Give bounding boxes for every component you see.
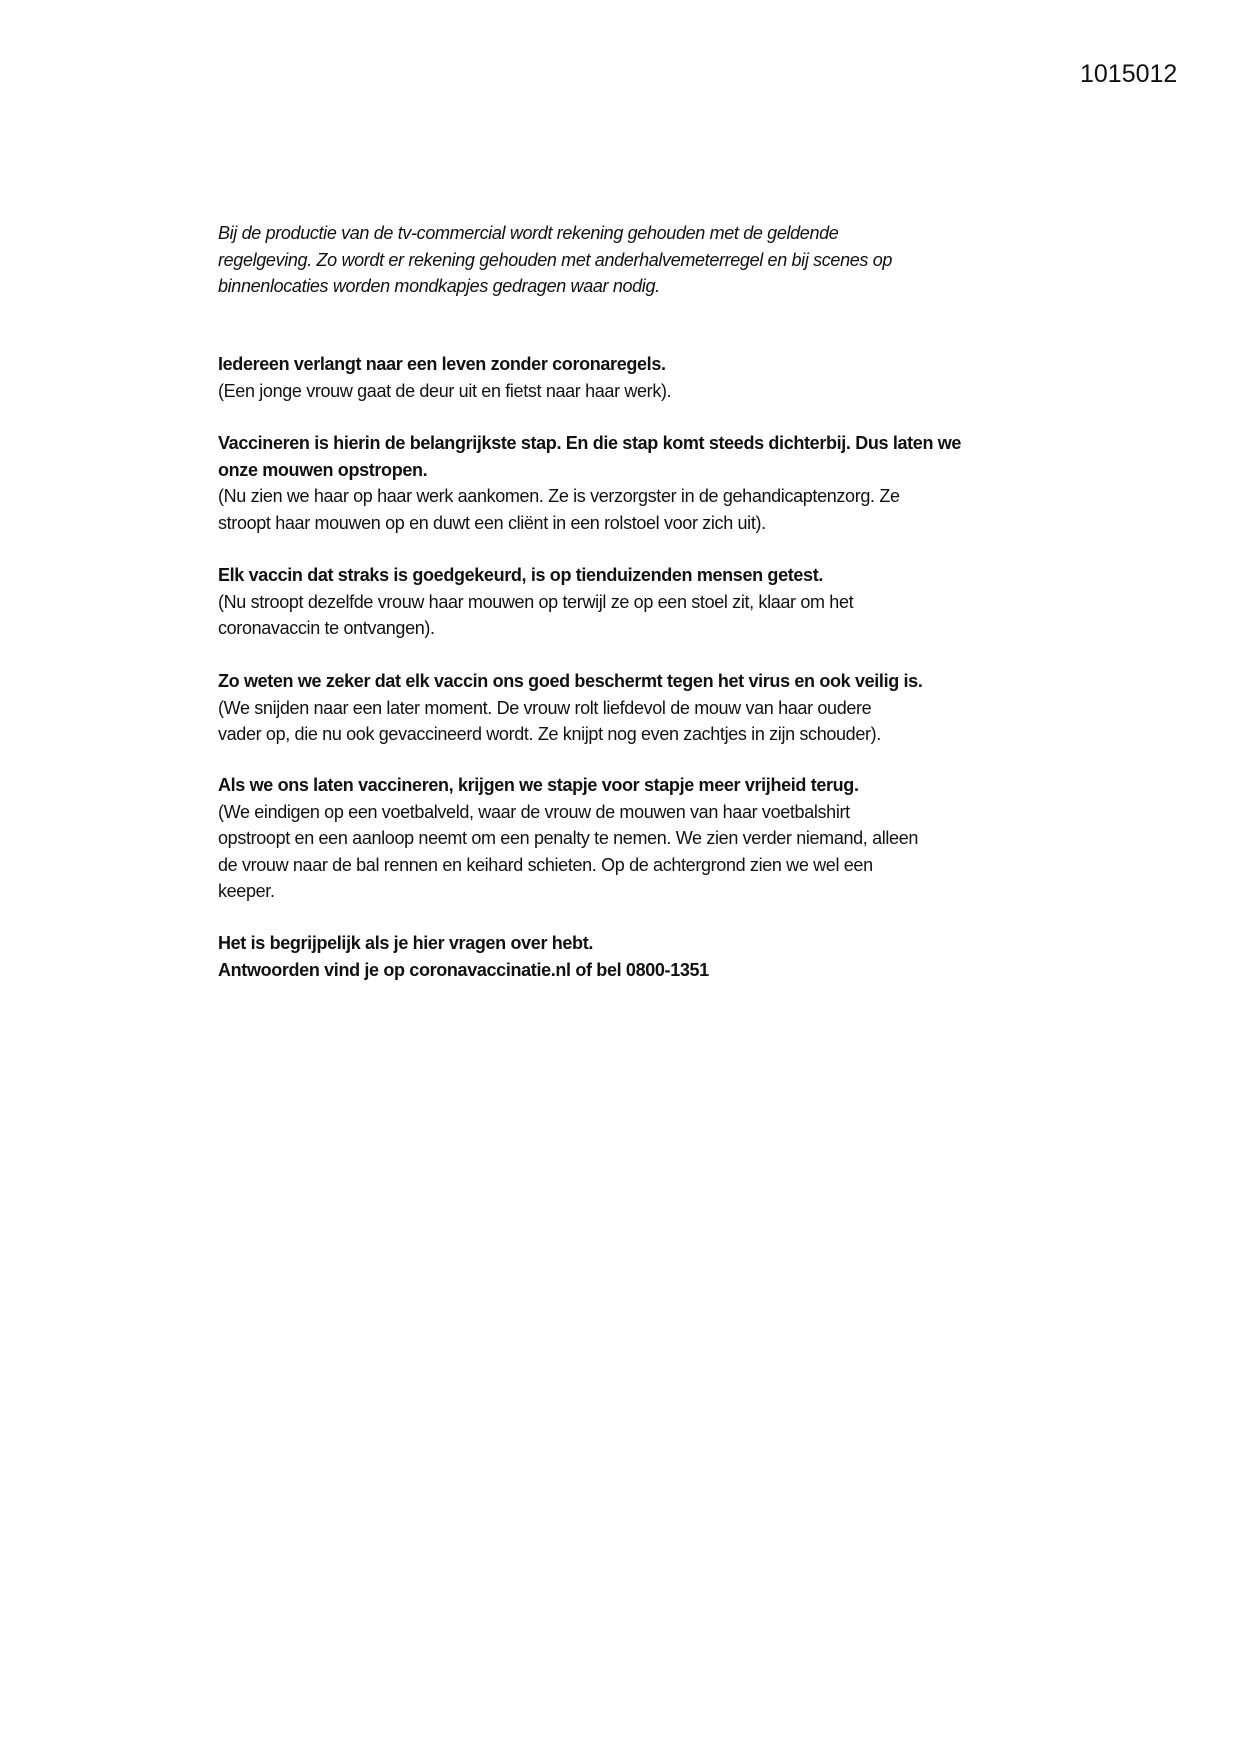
closing-line: Het is begrijpelijk als je hier vragen over hebt.: [218, 933, 593, 953]
scene-5: [218, 772, 1078, 905]
direction-line: (We snijden naar een later moment. De vrouw rolt liefdevol de mouw van haar oudere: [218, 697, 872, 718]
voiceover-line: Zo weten we zeker dat elk vaccin ons goed beschermt tegen het virus en ook veilig is.: [218, 671, 923, 691]
document-number: 1015012: [1080, 60, 1178, 88]
voiceover-line: Vaccineren is hierin de belangrijkste stap. En die stap komt steeds dichterbij. Dus laten we: [218, 433, 962, 453]
direction-line: de vrouw naar de bal rennen en keihard schieten. Op de achtergrond zien we wel een: [218, 854, 873, 875]
intro-line: Bij de productie van de tv-commercial wordt rekening gehouden met de geldende: [218, 223, 839, 243]
voiceover-line: Elk vaccin dat straks is goedgekeurd, is op tienduizenden mensen getest.: [218, 565, 823, 585]
direction-line: (We eindigen op een voetbalveld, waar de vrouw de mouwen van haar voetbalshirt: [218, 801, 850, 822]
scene-2: [218, 430, 1078, 536]
scene-1: [218, 351, 1078, 404]
direction-line: keeper.: [218, 881, 275, 901]
scene-3: [218, 562, 1078, 642]
direction-line: vader op, die nu ook gevaccineerd wordt. Ze knijpt nog even zachtjes in zijn schouder).: [218, 724, 881, 744]
direction-line: opstroopt en een aanloop neemt om een penalty te nemen. We zien verder niemand, alleen: [218, 828, 919, 848]
direction-line: coronavaccin te ontvangen).: [218, 618, 435, 638]
voiceover-line: Iedereen verlangt naar een leven zonder coronaregels.: [218, 354, 666, 374]
closing: [218, 930, 1078, 983]
production-note: [218, 220, 1078, 300]
direction-line: (Nu stroopt dezelfde vrouw haar mouwen op terwijl ze op een stoel zit, klaar om het: [218, 591, 854, 612]
voiceover-line: Als we ons laten vaccineren, krijgen we stapje voor stapje meer vrijheid terug.: [218, 775, 859, 795]
direction-line: stroopt haar mouwen op en duwt een cliënt in een rolstoel voor zich uit).: [218, 512, 766, 533]
direction-line: (Een jonge vrouw gaat de deur uit en fietst naar haar werk).: [218, 380, 672, 401]
closing-line: Antwoorden vind je op coronavaccinatie.nl of bel 0800-1351: [218, 959, 709, 980]
intro-line: binnenlocaties worden mondkapjes gedragen waar nodig.: [218, 276, 660, 296]
intro-line: regelgeving. Zo wordt er rekening gehouden met anderhalvemeterregel en bij scenes op: [218, 249, 893, 270]
voiceover-line: onze mouwen opstropen.: [218, 459, 428, 480]
scene-4: [218, 668, 1078, 748]
direction-line: (Nu zien we haar op haar werk aankomen. Ze is verzorgster in de gehandicaptenzorg. Ze: [218, 486, 900, 506]
